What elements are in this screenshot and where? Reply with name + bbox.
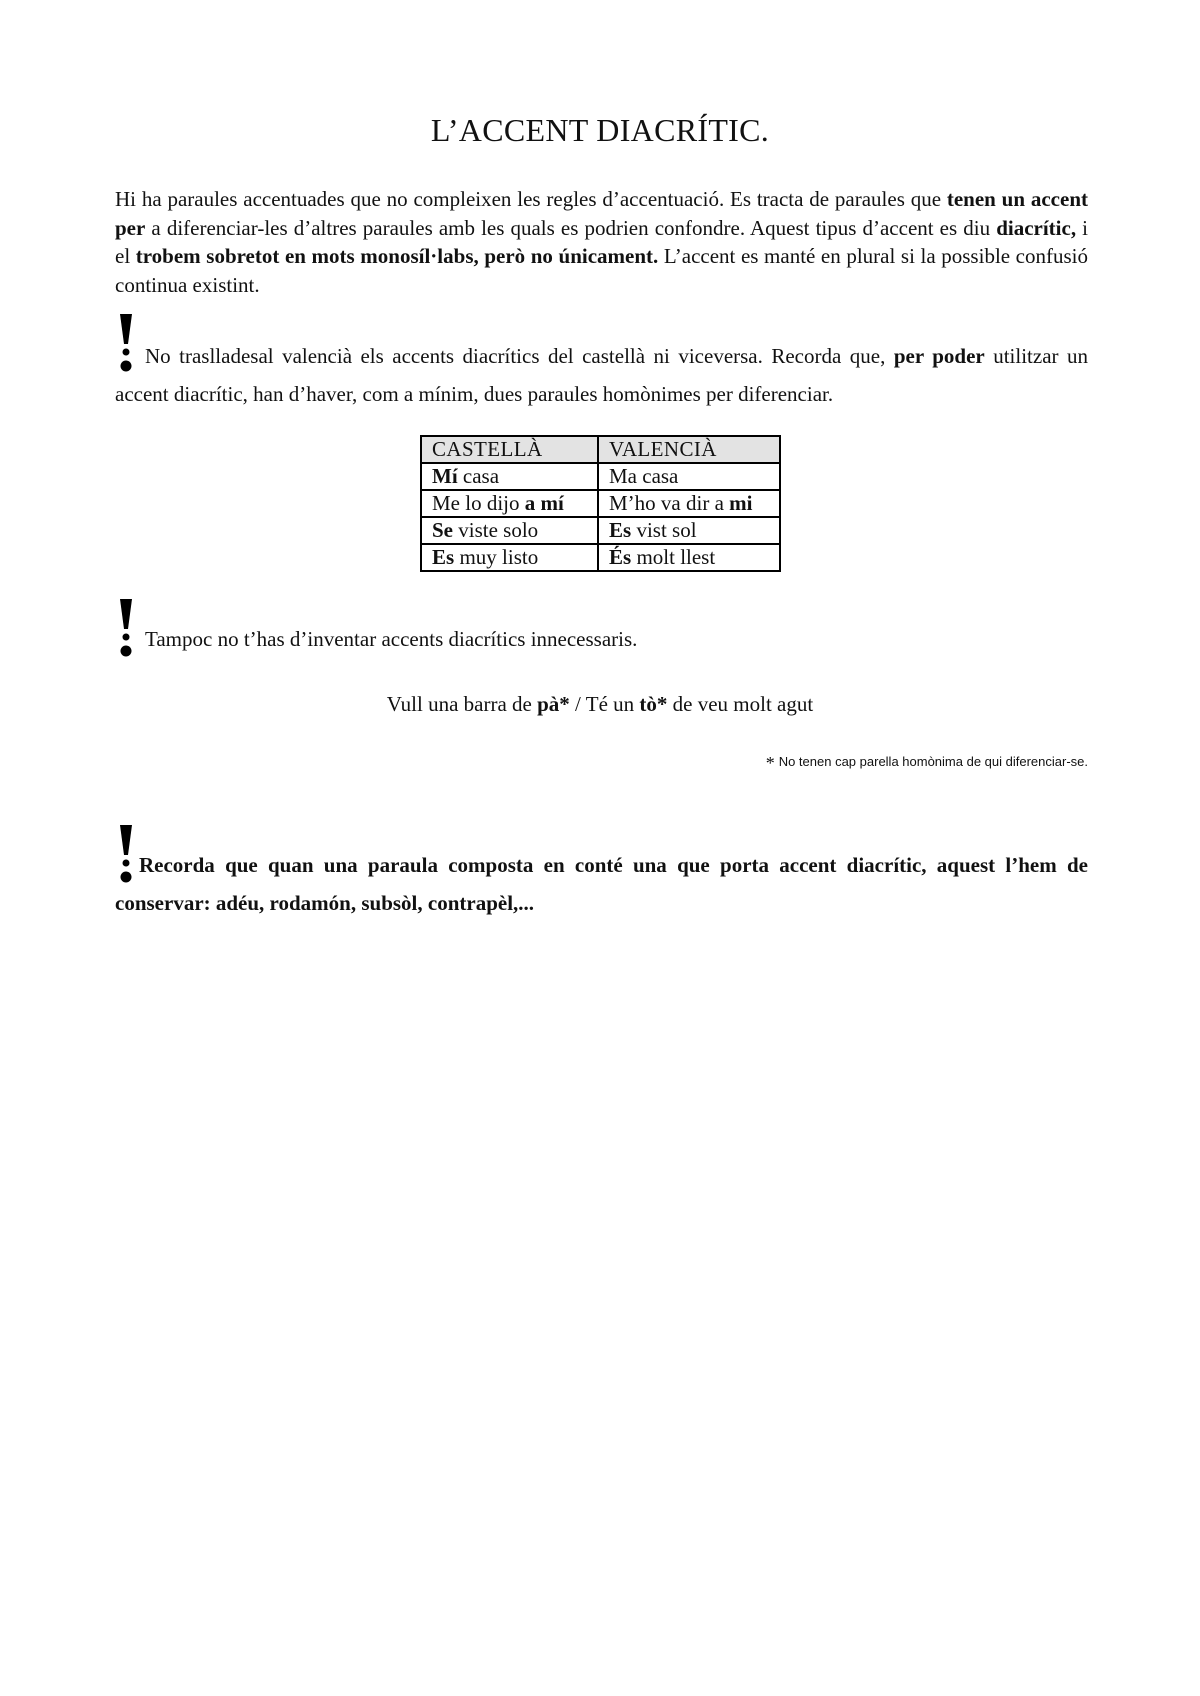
intro-text-1: Hi ha paraules accentuades que no compleixen les regles d’accentuació. Es tracta de paraules que <box>115 187 947 211</box>
examples-bold-1: pà* <box>537 692 570 716</box>
table-row <box>421 490 780 517</box>
cell-bold: Es <box>609 518 632 542</box>
note1-text-2: utilitzar un accent diacrític, han d’haver, com a mínim, dues paraules homònimes per diferenciar. <box>115 344 1088 406</box>
intro-bold-2: diacrític, <box>996 215 1077 240</box>
comparison-table <box>420 435 781 572</box>
footnote-text: No tenen cap parella homònima de qui diferenciar-se. <box>778 754 1088 769</box>
cell-text: M’ho va dir a <box>609 491 730 515</box>
cell-bold: Se <box>432 518 453 542</box>
note1-bold: per poder <box>893 344 985 368</box>
comparison-table-wrap <box>420 435 781 572</box>
note-compound-words <box>115 846 1088 922</box>
cell-bold: Mí <box>432 464 458 488</box>
note3-text: Recorda que quan una paraula composta en conté una que porta accent diacrític, aquest l’hem de conservar: adéu, rodamón, subsòl, contrapèl,... <box>115 853 1088 915</box>
cell-bold: mi <box>729 491 753 515</box>
header-valencia: VALENCIÀ <box>598 436 780 463</box>
intro-bold-3: trobem sobretot en mots monosíl·labs, però no únicament. <box>135 244 659 268</box>
intro-text-2: a diferenciar-les d’altres paraules amb les quals es podrien confondre. Aquest tipus d’accent es diu <box>145 215 997 240</box>
table-cell <box>421 544 598 571</box>
table-row <box>421 517 780 544</box>
examples-line <box>0 692 1200 717</box>
examples-text-3: de veu molt agut <box>667 692 814 716</box>
note-no-transfer <box>115 337 1088 413</box>
intro-text-4: L’accent es manté en plural si la possible confusió continua existint. <box>115 244 1089 297</box>
note-no-invent <box>115 620 1088 658</box>
table-cell <box>421 517 598 544</box>
table-row <box>421 463 780 490</box>
footnote <box>766 753 1088 774</box>
cell-text: muy listo <box>454 545 539 569</box>
page-title: L’ACCENT DIACRÍTIC. <box>430 112 770 148</box>
cell-bold: Es <box>432 545 455 569</box>
table-cell <box>598 490 780 517</box>
table-cell <box>421 463 598 490</box>
table-row <box>421 544 780 571</box>
table-cell <box>598 544 780 571</box>
cell-bold: És <box>609 545 632 569</box>
cell-text: casa <box>457 464 500 488</box>
note2-text: Tampoc no t’has d’inventar accents diacrítics innecessaris. <box>145 627 638 651</box>
cell-text: molt llest <box>631 545 716 569</box>
cell-bold: a mí <box>524 491 564 515</box>
cell-text: Ma casa <box>609 464 679 488</box>
table-cell <box>598 463 780 490</box>
examples-bold-2: tò* <box>639 692 668 716</box>
table-cell <box>421 490 598 517</box>
cell-text: viste solo <box>453 518 539 542</box>
header-castella: CASTELLÀ <box>421 436 598 463</box>
intro-paragraph <box>115 185 1088 299</box>
examples-text-2: / Té un <box>569 692 640 716</box>
intro-bold-1: tenen un accent per <box>115 187 1088 240</box>
cell-text: vist sol <box>631 518 697 542</box>
note1-text-1: No traslladesal valencià els accents diacrítics del castellà ni viceversa. Recorda que, <box>145 344 894 368</box>
footnote-star: * <box>765 753 775 773</box>
examples-text-1: Vull una barra de <box>386 692 538 716</box>
intro-text-3: i el <box>115 215 1088 268</box>
table-cell <box>598 517 780 544</box>
cell-text: Me lo dijo <box>432 491 525 515</box>
table-header-row <box>421 436 780 463</box>
